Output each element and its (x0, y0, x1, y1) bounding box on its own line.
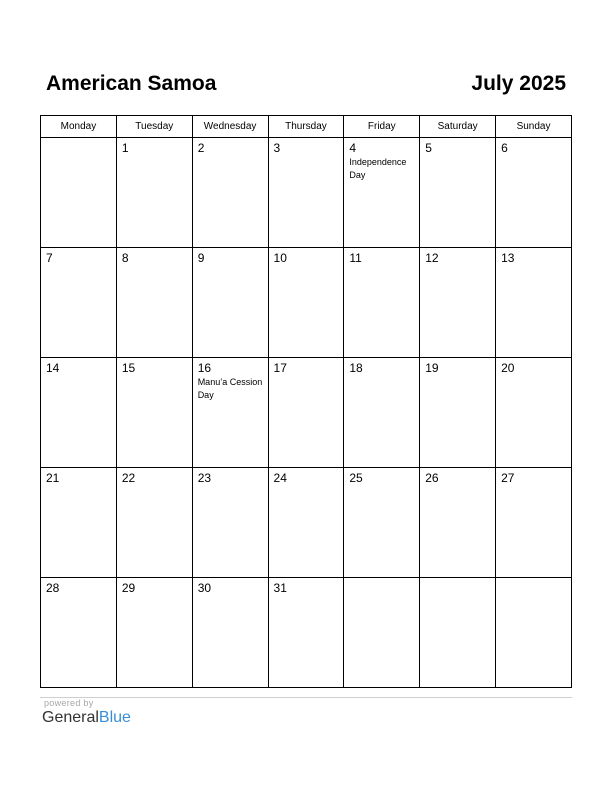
day-cell (420, 358, 496, 468)
day-number: 31 (273, 581, 287, 595)
day-cell (192, 138, 268, 248)
day-number: 2 (197, 141, 205, 155)
weekday-header: Thursday (268, 116, 344, 138)
day-cell (344, 358, 420, 468)
day-number: 5 (425, 141, 432, 155)
day-cell (344, 578, 420, 688)
day-number: 24 (273, 471, 287, 485)
day-cell (496, 358, 572, 468)
week-row (41, 468, 572, 578)
calendar-grid (40, 115, 572, 688)
day-cell (268, 468, 344, 578)
day-number: 25 (349, 471, 363, 485)
day-number: 27 (501, 471, 515, 485)
day-number: 6 (501, 141, 508, 155)
brand-general-text: General (42, 709, 99, 726)
day-cell (192, 358, 268, 468)
day-cell (41, 138, 117, 248)
generalblue-logo[interactable] (42, 708, 131, 728)
day-number: 28 (46, 581, 60, 595)
day-cell (268, 358, 344, 468)
day-cell (41, 578, 117, 688)
day-number: 19 (425, 361, 439, 375)
day-cell (420, 578, 496, 688)
day-number: 20 (501, 361, 515, 375)
day-cell (344, 248, 420, 358)
month-year-title: July 2025 (471, 72, 566, 95)
week-row (41, 358, 572, 468)
day-cell (192, 578, 268, 688)
day-number: 14 (46, 361, 60, 375)
day-number: 11 (349, 251, 362, 265)
day-number: 13 (501, 251, 515, 265)
week-row (41, 578, 572, 688)
day-number: 15 (121, 361, 136, 375)
footer-divider (40, 697, 572, 698)
day-cell (496, 468, 572, 578)
weekday-header: Saturday (420, 116, 496, 138)
day-cell (496, 138, 572, 248)
weekday-header-row (41, 116, 572, 138)
weekday-header: Friday (344, 116, 420, 138)
day-number: 30 (197, 581, 212, 595)
brand-blue-text: Blue (98, 709, 131, 726)
day-cell (420, 468, 496, 578)
day-cell (192, 248, 268, 358)
week-row (41, 138, 572, 248)
day-number: 26 (425, 471, 439, 485)
day-cell (420, 138, 496, 248)
day-cell (268, 138, 344, 248)
weekday-header: Sunday (496, 116, 572, 138)
weekday-header: Wednesday (192, 116, 268, 138)
day-cell (420, 248, 496, 358)
day-cell (116, 138, 192, 248)
day-number: 10 (273, 251, 287, 265)
weekday-header: Tuesday (116, 116, 192, 138)
day-number: 21 (46, 471, 60, 485)
powered-by-label: powered by (44, 698, 94, 708)
day-number: 23 (197, 471, 212, 485)
holiday-label: Manu’a Cession Day (197, 377, 263, 400)
day-cell (344, 468, 420, 578)
day-cell (116, 358, 192, 468)
day-number: 22 (121, 471, 136, 485)
day-number: 7 (46, 251, 53, 265)
day-cell (116, 578, 192, 688)
day-number: 4 (349, 141, 357, 155)
day-cell (496, 578, 572, 688)
day-number: 9 (197, 251, 205, 265)
day-cell (41, 468, 117, 578)
day-cell (116, 248, 192, 358)
day-cell (41, 358, 117, 468)
day-cell (268, 248, 344, 358)
day-cell (116, 468, 192, 578)
holiday-label: Independence Day (349, 157, 407, 180)
day-number: 1 (121, 141, 129, 155)
day-cell (344, 138, 420, 248)
week-row (41, 248, 572, 358)
day-number: 17 (273, 361, 287, 375)
weekday-header: Monday (41, 116, 117, 138)
day-number: 8 (121, 251, 129, 265)
day-number: 16 (197, 361, 212, 375)
day-number: 3 (273, 141, 281, 155)
day-number: 29 (121, 581, 136, 595)
day-cell (496, 248, 572, 358)
day-cell (268, 578, 344, 688)
day-number: 12 (425, 251, 439, 265)
region-title: American Samoa (46, 72, 217, 95)
day-cell (192, 468, 268, 578)
day-cell (41, 248, 117, 358)
day-number: 18 (349, 361, 363, 375)
